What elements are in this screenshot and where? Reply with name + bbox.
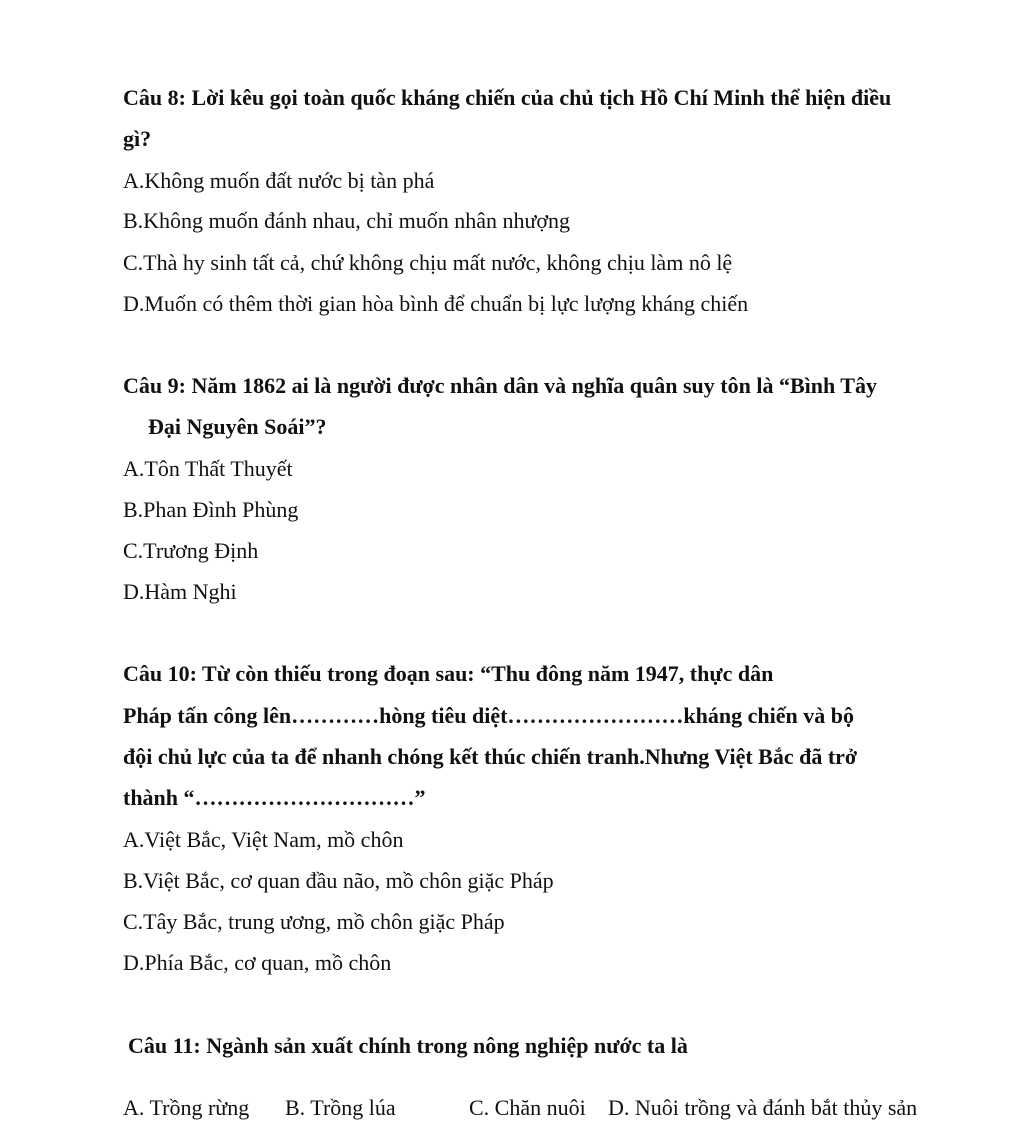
q10-option-a: A.Việt Bắc, Việt Nam, mồ chôn xyxy=(123,827,404,852)
q10-text-line3: đội chủ lực của ta để nhanh chóng kết thúc chiến tranh.Nhưng Việt Bắc đã trở xyxy=(123,744,858,769)
q9-text-line2: Đại Nguyên Soái”? xyxy=(148,414,327,439)
q8-option-d: D.Muốn có thêm thời gian hòa bình để chuẩn bị lực lượng kháng chiến xyxy=(123,291,749,316)
q11-text-line1: Câu 11: Ngành sản xuất chính trong nông nghiệp nước ta là xyxy=(128,1033,688,1058)
q8-option-c: C.Thà hy sinh tất cả, chứ không chịu mất nước, không chịu làm nô lệ xyxy=(123,250,733,275)
q9-option-b: B.Phan Đình Phùng xyxy=(123,497,299,522)
q11-option-b: B. Trồng lúa xyxy=(285,1095,396,1120)
q8-text-line2: gì? xyxy=(123,126,152,151)
q10-option-d: D.Phía Bắc, cơ quan, mồ chôn xyxy=(123,950,392,975)
q10-text-line2: Pháp tấn công lên…………hòng tiêu diệt……………………kháng chiến và bộ xyxy=(123,703,854,728)
q9-option-a: A.Tôn Thất Thuyết xyxy=(123,456,293,481)
q10-option-b: B.Việt Bắc, cơ quan đầu não, mồ chôn giặc Pháp xyxy=(123,868,554,893)
q9-option-c: C.Trương Định xyxy=(123,538,259,563)
q8-text-line1: Câu 8: Lời kêu gọi toàn quốc kháng chiến của chủ tịch Hồ Chí Minh thể hiện điều xyxy=(123,85,892,110)
q8-option-a: A.Không muốn đất nước bị tàn phá xyxy=(123,168,435,193)
q11-option-d: D. Nuôi trồng và đánh bắt thủy sản xyxy=(608,1095,918,1120)
q10-text-line4: thành “…………………………” xyxy=(123,785,426,810)
q11-option-a: A. Trồng rừng xyxy=(123,1095,250,1120)
q9-text-line1: Câu 9: Năm 1862 ai là người được nhân dân và nghĩa quân suy tôn là “Bình Tây xyxy=(123,373,877,398)
q8-option-b: B.Không muốn đánh nhau, chỉ muốn nhân nhượng xyxy=(123,208,571,233)
q11-option-c: C. Chăn nuôi xyxy=(469,1095,586,1120)
q9-option-d: D.Hàm Nghi xyxy=(123,579,237,604)
q10-option-c: C.Tây Bắc, trung ương, mồ chôn giặc Pháp xyxy=(123,909,505,934)
q10-text-line1: Câu 10: Từ còn thiếu trong đoạn sau: “Thu đông năm 1947, thực dân xyxy=(123,661,774,686)
